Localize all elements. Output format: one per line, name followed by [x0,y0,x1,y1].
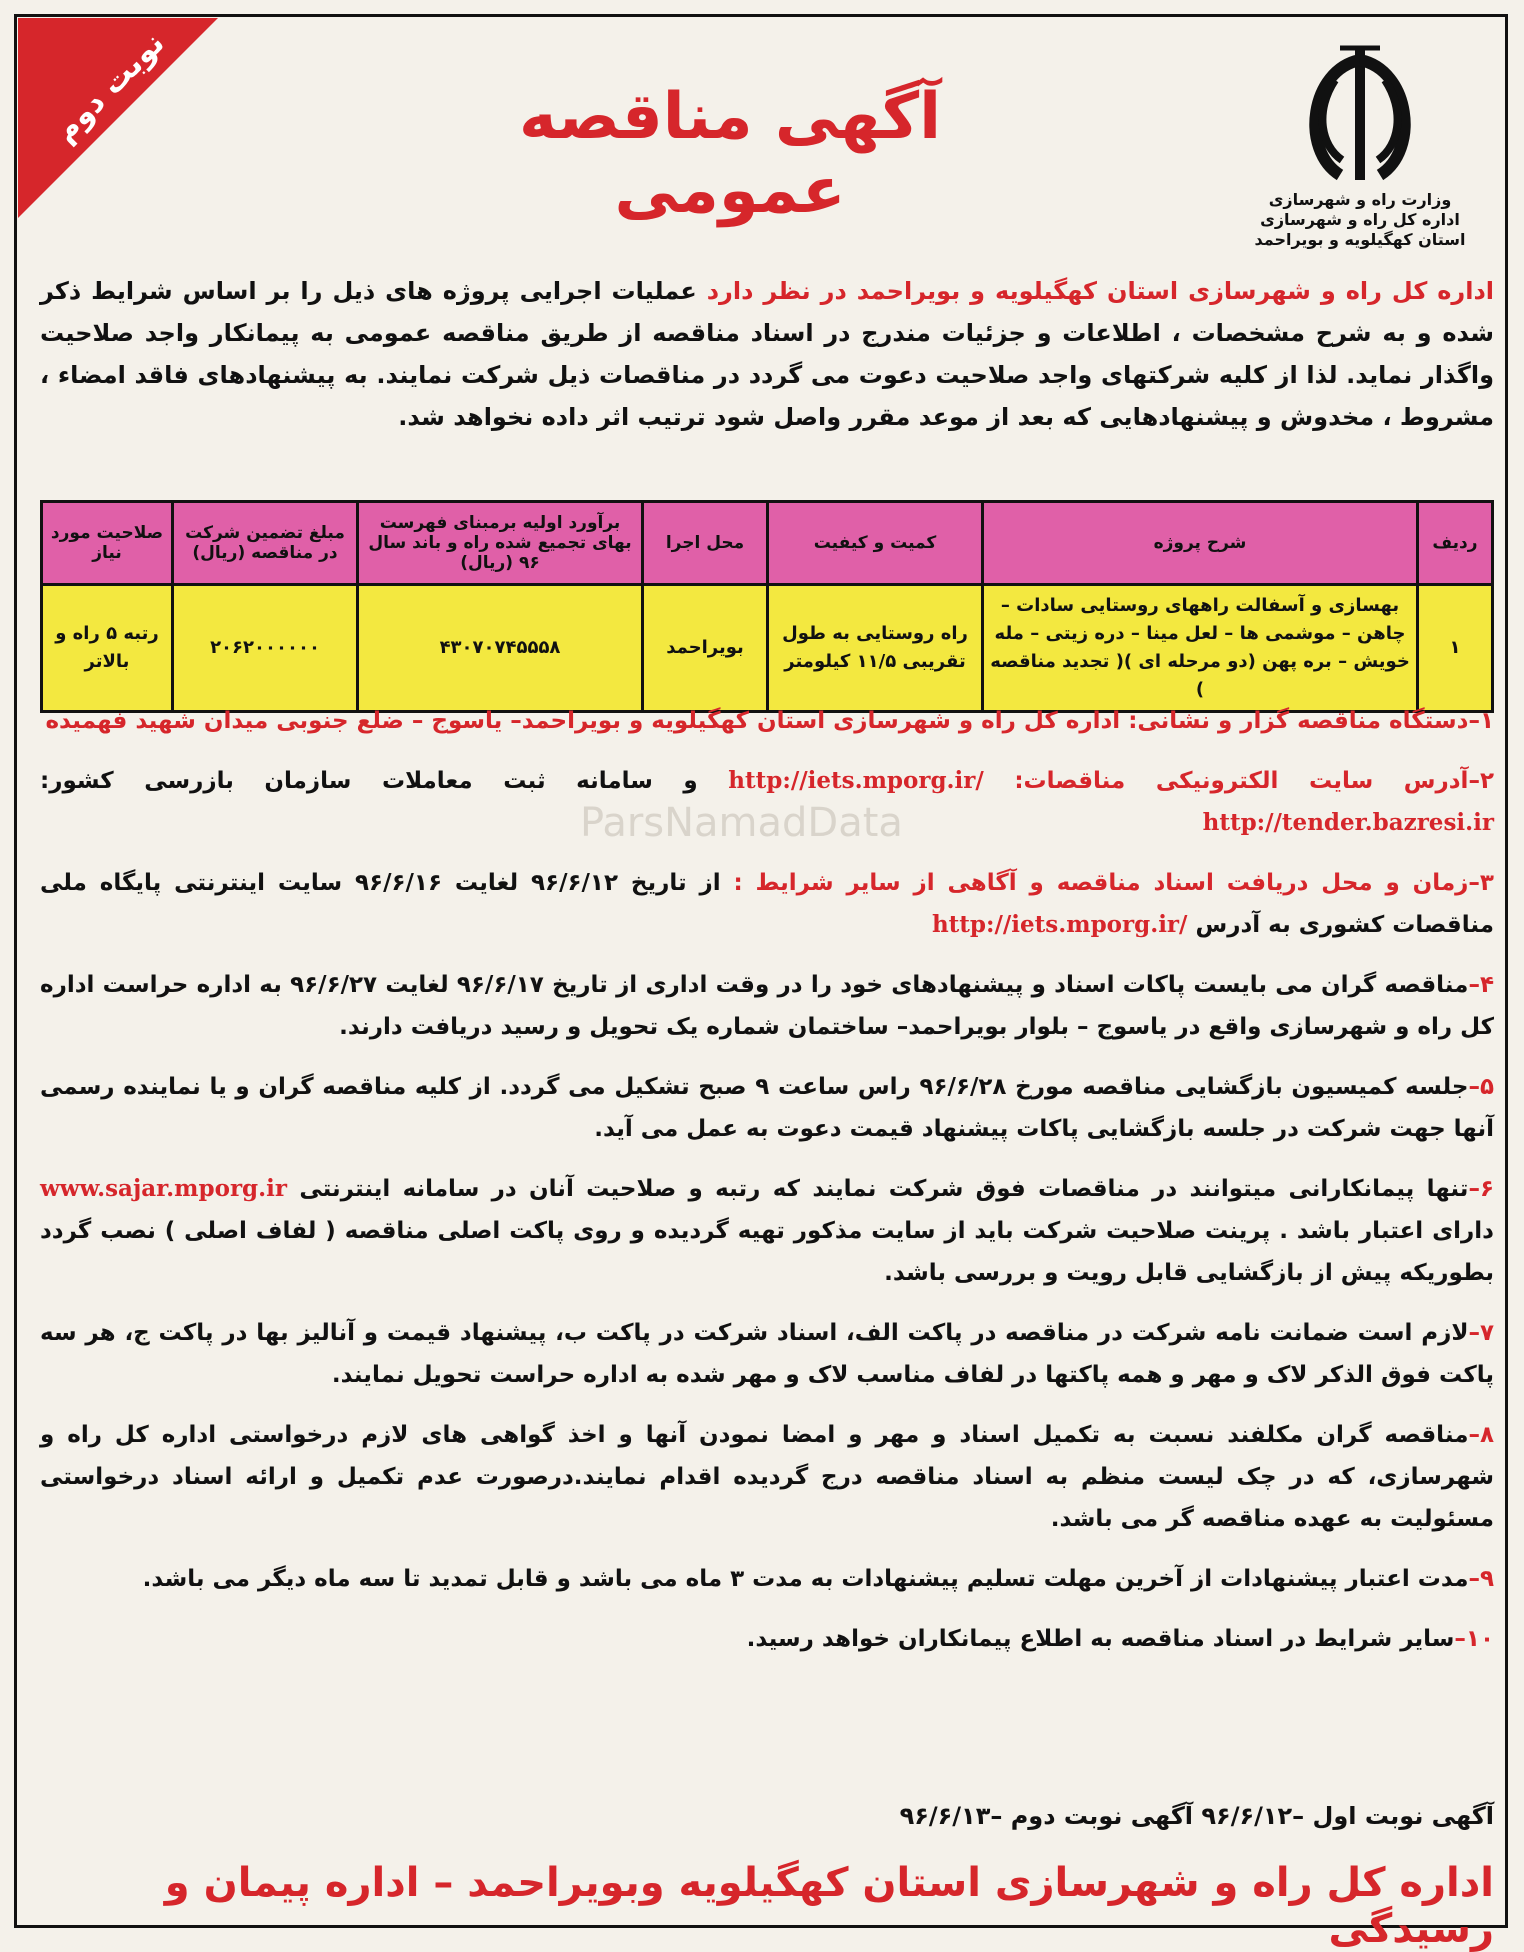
bazresi-link[interactable]: http://tender.bazresi.ir [1202,809,1494,836]
item-text: جلسه کمیسیون بازگشایی مناقصه مورخ ۹۶/۶/۲۸ راس ساعت ۹ صبح تشکیل می گردد. از کلیه مناقصه گران و یا نماینده رسمی آنها جهت شرکت در جلسه بازگشایی پاکات پیشنهاد قیمت دعوت به عمل می آید. [40,1074,1494,1142]
cell-quantity-quality: راه روستایی به طول تقریبی ۱۱/۵ کیلومتر [768,585,983,712]
iets-link[interactable]: http://iets.mporg.ir/ [728,767,984,794]
conditions-list [40,700,1494,1678]
ministry-block [1250,190,1470,250]
ministry-line: استان کهگیلویه و بویراحمد [1254,230,1466,249]
col-location: محل اجرا [643,502,768,585]
item-number: ۷– [1468,1320,1494,1346]
col-qualification: صلاحیت مورد نیاز [42,502,173,585]
watermark: ParsNamadData [580,800,903,846]
item-text: آدرس سایت الکترونیکی مناقصات: [1014,768,1469,794]
col-project-description: شرح پروژه [983,502,1418,585]
footer-organization: اداره کل راه و شهرسازی استان کهگیلویه وبویراحمد – اداره پیمان و رسیدگی [164,1860,1494,1952]
list-item [40,1414,1494,1540]
sajar-link[interactable]: www.sajar.mporg.ir [40,1175,288,1202]
item-number: ۴– [1468,972,1494,998]
item-number: ۵– [1468,1074,1494,1100]
item-text: از تاریخ ۹۶/۶/۱۲ لغایت ۹۶/۶/۱۶ سایت اینترنتی پایگاه ملی مناقصات کشوری به آدرس [40,870,1494,938]
intro-paragraph [40,270,1494,438]
list-item [40,964,1494,1048]
list-item [40,862,1494,946]
intro-highlight: اداره کل راه و شهرسازی استان کهگیلویه و بویراحمد در نظر دارد [706,277,1494,305]
cell-location: بویراحمد [643,585,768,712]
ribbon-label: نوبت دوم [48,25,172,150]
list-item [40,700,1494,742]
list-item [40,1618,1494,1660]
col-guarantee: مبلغ تضمین شرکت در مناقصه (ریال) [173,502,358,585]
item-number: ۱– [1468,708,1494,734]
page-title: آگهی مناقصه عمومی [519,80,941,228]
item-text: تنها پیمانکارانی میتوانند در مناقصات فوق شرکت نمایند که رتبه و صلاحیت آنان در سامانه اینترنتی [299,1176,1469,1202]
col-row-number: ردیف [1418,502,1493,585]
cell-row-number: ۱ [1418,585,1493,712]
ministry-line: اداره کل راه و شهرسازی [1260,210,1460,229]
iran-emblem-icon [1280,40,1440,190]
item-text: سایر شرایط در اسناد مناقصه به اطلاع پیمانکاران خواهد رسید. [746,1626,1455,1652]
item-number: ۶– [1468,1176,1494,1202]
item-text: مناقصه گران می بایست پاکات اسناد و پیشنهادهای خود را در وقت اداری از تاریخ ۹۶/۶/۱۷ لغایت ۹۶/۶/۲۷ به اداره حراست اداره کل راه و شهرسازی واقع در یاسوج – بلوار بویراحمد– ساختمان شماره یک تحویل و رسید دریافت دارند. [40,972,1494,1040]
item-number: ۹– [1468,1566,1494,1592]
item-number: ۳– [1468,870,1494,896]
iets-link[interactable]: http://iets.mporg.ir/ [931,911,1188,938]
item-text: مناقصه گران مکلفند نسبت به تکمیل اسناد و مهر و امضا نمودن آنها و اخذ گواهی های لازم درخواستی اداره کل راه و شهرسازی، که در چک لیست منظم به اسناد مناقصه درج گردیده اقدام نمایند.درصورت عدم تکمیل و ارائه اسناد درخواستی مسئولیت به عهده مناقصه گر می باشد. [40,1422,1494,1532]
tender-table [40,500,1494,713]
cell-estimate: ۴۳۰۷۰۷۴۵۵۵۸ [358,585,643,712]
item-text: لازم است ضمانت نامه شرکت در مناقصه در پاکت الف، اسناد شرکت در پاکت ب، پیشنهاد قیمت و آنالیز بها در پاکت ج، هر سه پاکت فوق الذکر لاک و مهر و همه پاکتها در لفاف مناسب لاک و مهر شده به اداره حراست تحویل نمایند. [40,1320,1494,1388]
col-estimate: برآورد اولیه برمبنای فهرست بهای تجمیع شده راه و باند سال ۹۶ (ریال) [358,502,643,585]
item-number: ۲– [1468,768,1494,794]
item-number: ۸– [1468,1422,1494,1448]
list-item [40,760,1494,844]
cell-project-description: بهسازی و آسفالت راههای روستایی سادات – چاهن – موشمی ها – لعل مینا – دره زیتی – مله خویش – بره پهن (دو مرحله ای )( تجدید مناقصه ) [983,585,1418,712]
table-header-row [42,502,1493,585]
table-row [42,585,1493,712]
cell-qualification: رتبه ۵ راه و بالاتر [42,585,173,712]
list-item [40,1066,1494,1150]
item-text: دستگاه مناقصه گزار و نشانی: اداره کل راه و شهرسازی استان کهگیلویه و بویراحمد– یاسوج – ضلع جنوبی میدان شهید فهمیده [45,708,1469,734]
item-text: مدت اعتبار پیشنهادات از آخرین مهلت تسلیم پیشنهادات به مدت ۳ ماه می باشد و قابل تمدید تا سه ماه دیگر می باشد. [142,1566,1469,1592]
item-text: و سامانه ثبت معاملات سازمان بازرسی کشور: [40,768,698,794]
corner-ribbon [18,18,218,218]
item-text: دارای اعتبار باشد . پرینت صلاحیت شرکت باید از سایت مذکور تهیه گردیده و روی پاکت اصلی مناقصه ( لفاف اصلی ) نصب گردد بطوریکه پیش از بازگشایی قابل رویت و بررسی باشد. [40,1218,1494,1286]
cell-guarantee: ۲۰۶۲۰۰۰۰۰۰ [173,585,358,712]
item-text: زمان و محل دریافت اسناد مناقصه و آگاهی از سایر شرایط : [733,870,1469,896]
publication-dates: آگهی نوبت اول –۹۶/۶/۱۲ آگهی نوبت دوم –۹۶/۶/۱۳ [899,1802,1494,1830]
list-item [40,1558,1494,1600]
list-item [40,1168,1494,1294]
list-item [40,1312,1494,1396]
item-number: ۱۰– [1454,1626,1494,1652]
col-quantity-quality: کمیت و کیفیت [768,502,983,585]
intro-text: عملیات اجرایی پروژه های ذیل را بر اساس شرایط ذکر شده و به شرح مشخصات ، اطلاعات و جزئیات مندرج در اسناد مناقصه از طریق مناقصه عمومی به پیمانکار واجد صلاحیت واگذار نماید. لذا از کلیه شرکتهای واجد صلاحیت دعوت می گردد در مناقصات ذیل شرکت نمایند. به پیشنهادهای فاقد امضاء ، مشروط ، مخدوش و پیشنهادهایی که بعد از موعد مقرر واصل شود ترتیب اثر داده نخواهد شد. [40,277,1494,431]
ministry-line: وزارت راه و شهرسازی [1268,190,1452,209]
